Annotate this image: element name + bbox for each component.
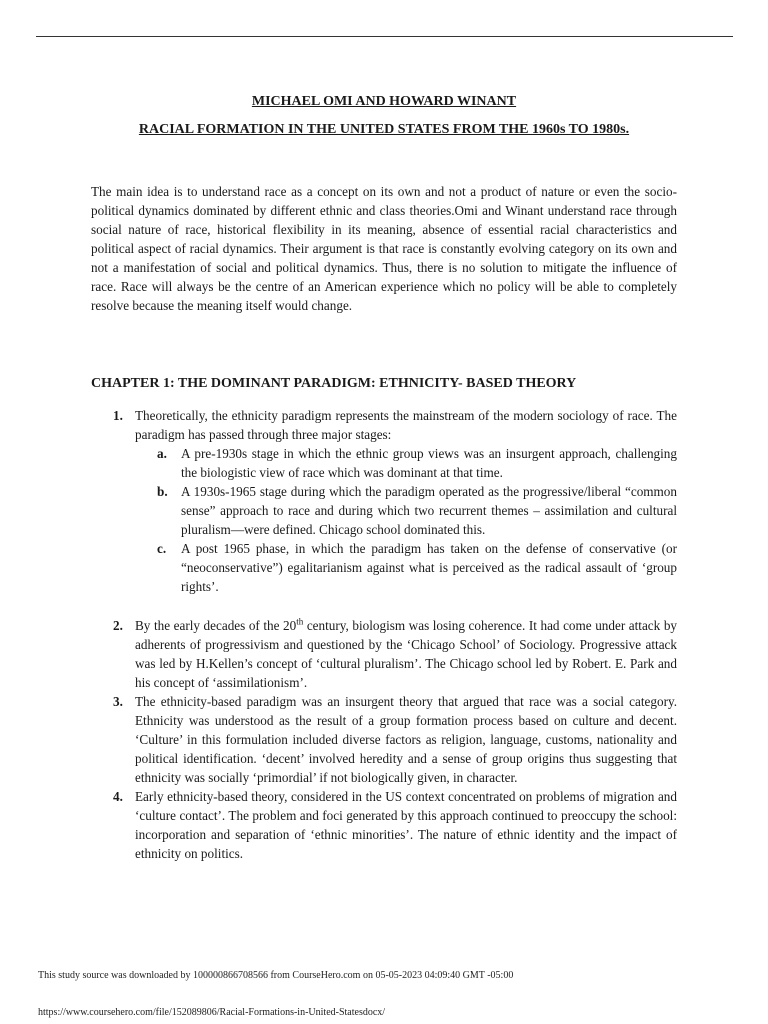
list-item-1 — [91, 406, 677, 596]
sub-item-b — [135, 482, 677, 539]
download-note: This study source was downloaded by 100000866708566 from CourseHero.com on 05-05-2023 04:09:40 GMT -05:00 — [38, 970, 514, 981]
sub-item-text: A pre-1930s stage in which the ethnic group views was an insurgent approach, challenging the biologistic view of race which was dominant at that time. — [181, 446, 677, 480]
sub-list — [135, 444, 677, 596]
item-number: 2. — [113, 618, 123, 633]
sub-item-label: b. — [157, 484, 168, 499]
chapter-heading: CHAPTER 1: THE DOMINANT PARADIGM: ETHNICITY- BASED THEORY — [91, 376, 577, 391]
item-number: 1. — [113, 408, 123, 423]
list-item-2 — [91, 616, 677, 692]
sub-item-label: c. — [157, 541, 167, 556]
ordinal-superscript: th — [296, 616, 304, 627]
sub-item-text: A post 1965 phase, in which the paradigm has taken on the defense of conservative (or “neoconservative”) egalitarianism against what is perceived as the radical assault of ‘group rights’. — [181, 541, 677, 594]
item-text-start: By the early decades of the 20 — [135, 618, 297, 633]
title-block — [0, 94, 768, 138]
item-number: 4. — [113, 789, 123, 804]
item-text-end: century, biologism was losing coherence. It had come under attack by adherents of progressivism and questioned by the ‘Chicago School’ of Sociology. Progressive attack was led by H.Kellen’s concept of ‘cultural pluralism’. The Chicago school led by Robert. E. Park and his concept of ‘assimilationism’. — [135, 618, 678, 690]
sub-item-text: A 1930s-1965 stage during which the paradigm operated as the progressive/liberal “common sense” approach to race and during which two recurrent themes – assimilation and cultural pluralism—were defined. Chicago school dominated this. — [181, 484, 677, 537]
intro-paragraph: The main idea is to understand race as a concept on its own and not a product of nature or even the socio-political dynamics dominated by different ethnic and class theories.Omi and Winant understand race through social nature of race, historical flexibility in its meaning, absence of essential racial characteristics and political aspect of racial dynamics. Their argument is that race is constantly evolving category on its own and not a manifestation of social and political dynamics. Thus, there is no solution to mitigate the influence of race. Race will always be the centre of an American experience which no policy will be able to completely resolve because the meaning itself would change. — [91, 184, 677, 313]
top-rule — [36, 36, 733, 37]
list-item-3 — [91, 692, 677, 787]
numbered-list — [91, 406, 677, 863]
source-url-link[interactable]: https://www.coursehero.com/file/152089806/Racial-Formations-in-United-Statesdocx/ — [38, 1007, 386, 1018]
item-text: The ethnicity-based paradigm was an insurgent theory that argued that race was a social category. Ethnicity was understood as the result of a group formation process based on culture and decent. ‘Culture’ in this formulation included diverse factors as religion, language, customs, nationality and political identification. ‘decent’ involved heredity and a sense of group origins thus suggesting that ethnicity was socially ‘primordial’ if not biologically given, in character. — [135, 694, 677, 785]
sub-item-a — [135, 444, 677, 482]
item-text: Theoretically, the ethnicity paradigm represents the mainstream of the modern sociology of race. The paradigm has passed through three major stages: — [135, 408, 677, 442]
sub-item-label: a. — [157, 446, 167, 461]
author-title: MICHAEL OMI AND HOWARD WINANT — [251, 94, 517, 109]
document-subtitle: RACIAL FORMATION IN THE UNITED STATES FROM THE 1960s TO 1980s. — [138, 122, 630, 137]
list-item-4 — [91, 787, 677, 863]
sub-item-c — [135, 539, 677, 596]
item-text: Early ethnicity-based theory, considered in the US context concentrated on problems of migration and ‘culture contact’. The problem and foci generated by this approach continued to preoccupy the school: incorporation and separation of ‘ethnic minorities’. The nature of ethnic identity and the impact of ethnicity on politics. — [135, 789, 677, 861]
list-spacer — [91, 596, 677, 616]
item-number: 3. — [113, 694, 123, 709]
